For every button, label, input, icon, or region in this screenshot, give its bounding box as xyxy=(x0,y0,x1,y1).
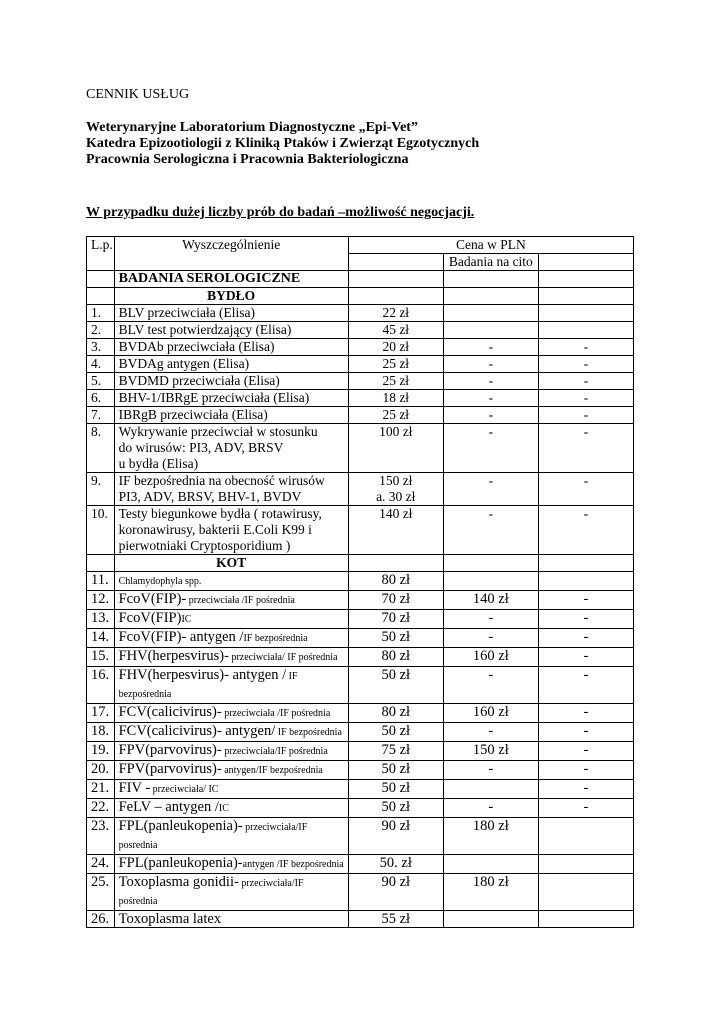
table-row xyxy=(87,610,634,629)
row-price: 80 zł xyxy=(348,572,443,591)
row-price: 100 zł xyxy=(348,424,443,473)
table-row xyxy=(87,780,634,799)
row-price: 80 zł xyxy=(348,648,443,667)
row-description-note: przeciwciała /IF pośrednia xyxy=(221,708,331,719)
row-price: 25 zł xyxy=(348,356,443,373)
row-extra: - xyxy=(538,799,633,818)
table-row xyxy=(87,874,634,911)
row-price: 50 zł xyxy=(348,667,443,704)
row-cito-price: 180 zł xyxy=(443,818,538,855)
table-row xyxy=(87,629,634,648)
row-price: 90 zł xyxy=(348,818,443,855)
row-price: 50 zł xyxy=(348,723,443,742)
table-row xyxy=(87,356,634,373)
row-description-main: FPV(parvovirus)- xyxy=(118,761,222,777)
row-description-main: Toxoplasma gonidii- xyxy=(118,874,239,890)
row-description xyxy=(114,742,348,761)
row-number: 23. xyxy=(87,818,115,855)
row-price: 18 zł xyxy=(348,390,443,407)
table-row xyxy=(87,373,634,390)
row-number: 2. xyxy=(87,322,115,339)
row-price: 50 zł xyxy=(348,780,443,799)
row-extra xyxy=(538,322,633,339)
row-cito-price: - xyxy=(443,506,538,555)
table-row xyxy=(87,911,634,928)
empty-cell xyxy=(443,555,538,572)
row-price-line: a. 30 zł xyxy=(376,489,416,504)
row-description xyxy=(114,506,348,555)
table-row xyxy=(87,473,634,506)
row-extra: - xyxy=(538,424,633,473)
row-description-note: przeciwciała/ IF pośrednia xyxy=(228,652,338,663)
row-number: 21. xyxy=(87,780,115,799)
row-description: BVDAb przeciwciała (Elisa) xyxy=(114,339,348,356)
row-description-note: IC xyxy=(218,803,229,814)
row-description-note: antygen/IF bezpośrednia xyxy=(221,765,323,776)
row-description-main: FPV(parvovirus)- xyxy=(118,742,222,758)
row-extra: - xyxy=(538,356,633,373)
row-description-main: FcoV(FIP) xyxy=(118,610,182,626)
row-description xyxy=(114,723,348,742)
row-extra: - xyxy=(538,780,633,799)
row-price: 50. zł xyxy=(348,855,443,874)
row-number: 20. xyxy=(87,761,115,780)
row-extra: - xyxy=(538,610,633,629)
row-description xyxy=(114,799,348,818)
row-extra: - xyxy=(538,339,633,356)
row-extra xyxy=(538,874,633,911)
row-cito-price: - xyxy=(443,610,538,629)
row-description-line: pierwotniaki Cryptosporidium ) xyxy=(118,538,291,553)
negotiation-notice: W przypadku dużej liczby prób do badań –możliwość negocjacji. xyxy=(86,205,475,220)
row-number: 6. xyxy=(87,390,115,407)
header-line-lab: Weterynaryjne Laboratorium Diagnostyczne „Epi-Vet” xyxy=(86,120,418,135)
row-description xyxy=(114,591,348,610)
row-price: 25 zł xyxy=(348,373,443,390)
empty-cell xyxy=(348,555,443,572)
table-row xyxy=(87,424,634,473)
table-row xyxy=(87,667,634,704)
row-cito-price: 180 zł xyxy=(443,874,538,911)
section-title: BADANIA SEROLOGICZNE xyxy=(114,271,348,288)
row-price: 90 zł xyxy=(348,874,443,911)
table-row xyxy=(87,799,634,818)
table-row xyxy=(87,761,634,780)
header-price xyxy=(348,254,443,271)
row-description: BLV przeciwciała (Elisa) xyxy=(114,305,348,322)
row-description-main: FCV(calicivirus)- antygen/ xyxy=(118,723,276,739)
row-description: BHV-1/IBRgE przeciwciała (Elisa) xyxy=(114,390,348,407)
page-title: CENNIK USŁUG xyxy=(86,87,190,102)
row-cito-price: - xyxy=(443,629,538,648)
table-row xyxy=(87,591,634,610)
row-number: 12. xyxy=(87,591,115,610)
row-description-line: Testy biegunkowe bydła ( rotawirusy, xyxy=(118,506,322,521)
row-extra: - xyxy=(538,742,633,761)
row-price-line: 150 zł xyxy=(379,473,413,488)
row-price: 22 zł xyxy=(348,305,443,322)
row-description-note: przeciwciała/IF pośrednia xyxy=(118,878,304,907)
row-price: 25 zł xyxy=(348,407,443,424)
row-description xyxy=(114,855,348,874)
row-description-note: IF bezpośrednia xyxy=(275,727,342,738)
row-description-main: FeLV – antygen / xyxy=(118,799,219,815)
section-row xyxy=(87,271,634,288)
row-number: 4. xyxy=(87,356,115,373)
row-extra xyxy=(538,572,633,591)
table-row xyxy=(87,704,634,723)
row-description-main: FCV(calicivirus)- xyxy=(118,704,222,720)
table-row xyxy=(87,407,634,424)
row-cito-price: 140 zł xyxy=(443,591,538,610)
row-extra xyxy=(538,305,633,322)
row-price: 80 zł xyxy=(348,704,443,723)
table-row xyxy=(87,339,634,356)
row-cito-price: - xyxy=(443,339,538,356)
row-description: BVDMD przeciwciała (Elisa) xyxy=(114,373,348,390)
table-row xyxy=(87,648,634,667)
row-description-main: Toxoplasma latex xyxy=(118,911,222,927)
row-extra: - xyxy=(538,506,633,555)
row-number: 19. xyxy=(87,742,115,761)
row-cito-price xyxy=(443,780,538,799)
row-description xyxy=(114,648,348,667)
row-description-note: IC xyxy=(181,614,192,625)
row-price: 20 zł xyxy=(348,339,443,356)
row-price: 50 zł xyxy=(348,799,443,818)
table-row xyxy=(87,322,634,339)
header-price-group: Cena w PLN xyxy=(348,237,633,254)
row-cito-price: 150 zł xyxy=(443,742,538,761)
row-number: 10. xyxy=(87,506,115,555)
row-description-main: FPL(panleukopenia)- xyxy=(118,818,243,834)
row-number: 14. xyxy=(87,629,115,648)
row-description-main: FcoV(FIP)- xyxy=(118,591,187,607)
row-cito-price: - xyxy=(443,723,538,742)
row-number: 3. xyxy=(87,339,115,356)
row-cito-price: - xyxy=(443,373,538,390)
row-description xyxy=(114,424,348,473)
header-lp: L.p. xyxy=(87,237,115,271)
row-cito-price xyxy=(443,911,538,928)
table-header-row xyxy=(87,237,634,254)
row-description-line: do wirusów: PI3, ADV, BRSV xyxy=(118,440,284,455)
row-description xyxy=(114,780,348,799)
row-description xyxy=(114,874,348,911)
empty-cell xyxy=(87,555,115,572)
row-description xyxy=(114,761,348,780)
row-number: 25. xyxy=(87,874,115,911)
row-number: 17. xyxy=(87,704,115,723)
row-number: 11. xyxy=(87,572,115,591)
row-description xyxy=(114,473,348,506)
row-cito-price xyxy=(443,305,538,322)
header-extra xyxy=(538,254,633,271)
row-extra: - xyxy=(538,648,633,667)
row-price: 70 zł xyxy=(348,591,443,610)
row-description-line: koronawirusy, bakterii E.Coli K99 i xyxy=(118,522,312,537)
row-cito-price: - xyxy=(443,667,538,704)
header-description: Wyszczególnienie xyxy=(114,237,348,271)
row-number: 7. xyxy=(87,407,115,424)
row-description-note: antygen /IF bezpośrednia xyxy=(242,859,344,870)
row-number: 22. xyxy=(87,799,115,818)
row-extra xyxy=(538,855,633,874)
row-description xyxy=(114,911,348,928)
row-price: 50 zł xyxy=(348,761,443,780)
row-number: 8. xyxy=(87,424,115,473)
row-extra: - xyxy=(538,761,633,780)
row-price: 140 zł xyxy=(348,506,443,555)
row-extra: - xyxy=(538,473,633,506)
row-extra: - xyxy=(538,407,633,424)
row-description-line: IF bezpośrednia na obecność wirusów xyxy=(118,473,325,488)
row-number: 16. xyxy=(87,667,115,704)
table-row xyxy=(87,855,634,874)
table-row xyxy=(87,305,634,322)
row-cito-price: - xyxy=(443,799,538,818)
row-description xyxy=(114,667,348,704)
table-row xyxy=(87,572,634,591)
row-description-line: Wykrywanie przeciwciał w stosunku xyxy=(118,424,318,439)
row-description: IBRgB przeciwciała (Elisa) xyxy=(114,407,348,424)
row-description-note: przeciwciała/IF posrednia xyxy=(118,822,308,851)
row-description xyxy=(114,818,348,855)
row-number: 9. xyxy=(87,473,115,506)
row-cito-price xyxy=(443,855,538,874)
group-title-cat: KOT xyxy=(114,555,348,572)
header-line-workshop: Pracownia Serologiczna i Pracownia Bakteriologiczna xyxy=(86,152,409,167)
row-description-note: IF bezpośrednia xyxy=(243,633,308,644)
row-description xyxy=(114,704,348,723)
row-description-line: u bydła (Elisa) xyxy=(118,456,199,471)
row-price xyxy=(348,473,443,506)
row-description-note: przeciwciała/ IC xyxy=(150,784,219,795)
lab-header xyxy=(86,120,479,168)
row-description-main: FPL(panleukopenia)- xyxy=(118,855,243,871)
row-number: 15. xyxy=(87,648,115,667)
row-description-main: FIV - xyxy=(118,780,151,796)
row-cito-price: - xyxy=(443,424,538,473)
row-number: 26. xyxy=(87,911,115,928)
row-price: 55 zł xyxy=(348,911,443,928)
row-extra: - xyxy=(538,704,633,723)
row-description-main: FHV(herpesvirus)- antygen / xyxy=(118,667,287,683)
row-number: 13. xyxy=(87,610,115,629)
row-description-note: Chlamydophyla spp. xyxy=(118,576,202,587)
row-number: 18. xyxy=(87,723,115,742)
table-row xyxy=(87,818,634,855)
row-extra xyxy=(538,911,633,928)
row-description-main: FHV(herpesvirus)- xyxy=(118,648,229,664)
row-number: 5. xyxy=(87,373,115,390)
row-cito-price: - xyxy=(443,356,538,373)
row-description: BVDAg antygen (Elisa) xyxy=(114,356,348,373)
row-description-note: IF bezpośrednia xyxy=(118,671,298,700)
row-description-note: przeciwciała/IF pośrednia xyxy=(221,746,328,757)
table-row xyxy=(87,723,634,742)
row-cito-price: - xyxy=(443,473,538,506)
header-line-department: Katedra Epizootiologii z Kliniką Ptaków i Zwierząt Egzotycznych xyxy=(86,136,480,151)
row-cito-price: 160 zł xyxy=(443,704,538,723)
row-extra: - xyxy=(538,629,633,648)
row-extra: - xyxy=(538,390,633,407)
price-table xyxy=(86,236,634,928)
table-row xyxy=(87,742,634,761)
row-price: 50 zł xyxy=(348,629,443,648)
row-extra: - xyxy=(538,723,633,742)
group-row xyxy=(87,288,634,305)
row-description xyxy=(114,610,348,629)
row-description-note: przeciwciała /IF pośrednia xyxy=(186,595,295,606)
row-price: 70 zł xyxy=(348,610,443,629)
row-description-main: FcoV(FIP)- antygen / xyxy=(118,629,244,645)
row-cito-price: - xyxy=(443,407,538,424)
empty-cell xyxy=(538,555,633,572)
row-price: 45 zł xyxy=(348,322,443,339)
row-number: 24. xyxy=(87,855,115,874)
row-description: BLV test potwierdzający (Elisa) xyxy=(114,322,348,339)
table-row xyxy=(87,390,634,407)
row-extra xyxy=(538,818,633,855)
row-number: 1. xyxy=(87,305,115,322)
row-extra: - xyxy=(538,667,633,704)
header-cito: Badania na cito xyxy=(443,254,538,271)
table-row xyxy=(87,506,634,555)
row-cito-price xyxy=(443,322,538,339)
row-description xyxy=(114,572,348,591)
row-extra: - xyxy=(538,373,633,390)
row-cito-price: - xyxy=(443,390,538,407)
group-row xyxy=(87,555,634,572)
row-description-line: PI3, ADV, BRSV, BHV-1, BVDV xyxy=(118,489,302,504)
row-cito-price: 160 zł xyxy=(443,648,538,667)
row-price: 75 zł xyxy=(348,742,443,761)
row-cito-price xyxy=(443,572,538,591)
row-cito-price: - xyxy=(443,761,538,780)
row-extra: - xyxy=(538,591,633,610)
group-title-cattle: BYDŁO xyxy=(114,288,348,305)
row-description xyxy=(114,629,348,648)
